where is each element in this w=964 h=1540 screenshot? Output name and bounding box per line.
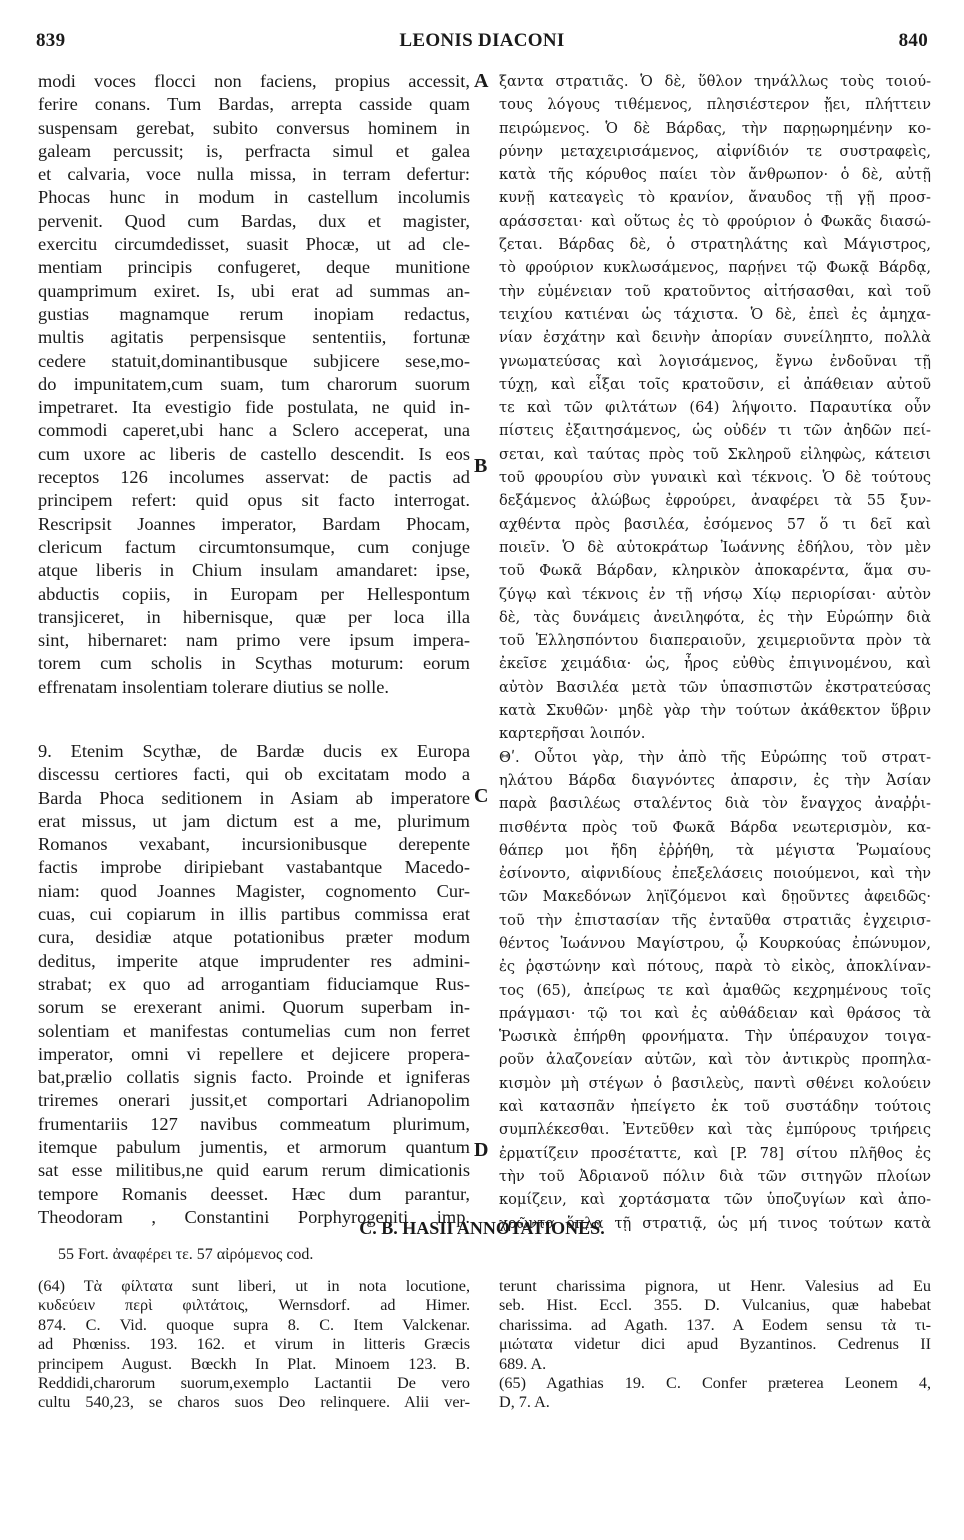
text-line: τοῦ τὴν ἐπιστασίαν τῆς ἐνταῦθα στρατιᾶς ἐγχειρισ- [499, 911, 931, 929]
text-line: 9. Etenim Scythæ, de Bardæ ducis ex Europa [38, 741, 470, 761]
text-line: ζύγῳ καὶ τέκνοις ἐν τῇ νήσῳ Χίῳ περιορίσαι· αὐτὸν [499, 585, 931, 603]
text-line: Romanos vexabant, incursionibusque derepente [38, 834, 470, 855]
text-line: ηλάτου Βάρδα διαγνόντες ἀπαρσιν, ἐς τὴν Ἀσίαν [499, 771, 931, 789]
text-line: D, 7. A. [499, 1393, 550, 1412]
text-line: charissima. ad Agath. 137. A Eodem sensu τὰ τι- [499, 1315, 931, 1334]
text-line: κυνῇ κατεαγεὶς τὸ κρανίον, ἄναυδος τῇ γῇ προσ- [499, 189, 931, 207]
text-line: (64) Τὰ φίλτατα sunt liberi, ut in nota locutione, [38, 1277, 470, 1295]
text-line: niam: quod Joannes Magister, cognomento Cur- [38, 880, 470, 901]
text-line: sint, hibernaret: nam primo vere ipsum impera- [38, 630, 470, 651]
text-line: κυδεύειν περὶ φιλτάτοις, Wernsdorf. ad Himer. [38, 1296, 470, 1315]
text-line: imperator, omni vi repellere et dejicere propera- [38, 1043, 470, 1064]
text-line: clericum factum circumtonsumque, cum conjuge [38, 536, 470, 557]
text-line: quamprimum exiret. Is, ubi erat ad summas an- [38, 280, 470, 301]
text-line: ξαντα στρατιᾶς. Ὁ δὲ, ὕθλον τηνάλλως τοὺς τοιού- [499, 73, 931, 90]
text-line: cedere statuit,dominantibusque subjicere sese,mo- [38, 350, 470, 371]
text-line: θάπερ μοι ἤδη ἐῤῥήθη, τὰ μέγιστα Ῥωμαίους [499, 841, 931, 859]
text-line: ζεται. Βάρδας δὲ, ὁ στρατηλάτης καὶ Μάγιστρος, [499, 236, 931, 254]
text-line: πράγμασι· τῷ τοι καὶ ἐς αὐθάδειαν καὶ θράσος τὰ [499, 1004, 931, 1022]
text-line: cultu 540,23, se charos suos Deo relinquere. Alii ver- [38, 1393, 470, 1412]
text-line: strabat; ex quo ad arrogantiam fiduciamque Rus- [38, 973, 470, 994]
text-line: κατὰ τῆς κόρυθος παίει τὸν ἄνθρωπον· ὁ δὲ, αὐτῇ [499, 166, 931, 184]
text-line: συμπλέκεσθαι. Ἐντεῦθεν καὶ τὰς ἐμπύρους τριήρεις [499, 1121, 931, 1139]
text-line: θέντος Ἰωάννου Μαγίστρου, ᾧ Κουρκούας ἐπώνυμον, [499, 934, 931, 952]
text-line: κισμὸν μὴ στέγων ὁ βασιλεὺς, παντὶ σθένει κολούειν [499, 1074, 931, 1092]
text-line: ἐκεῖσε χειμάδια· ὡς, ἦρος εὐθὺς ἐπιγινομένου, καὶ [499, 655, 931, 673]
latin-column-part1 [38, 70, 470, 699]
text-line: καρτερῆσαι λοιπόν. [499, 725, 646, 743]
text-line: solentiam et manifestas contumelias cum non ferret [38, 1020, 470, 1041]
text-line: suspensam gerebat, subito conversus hominem in [38, 117, 470, 138]
text-line: δεξάμενος ἀλώβως ἐφρούρει, ἀναφέρει τὰ 55 ξυν- [499, 492, 931, 510]
running-title: LEONIS DIACONI [399, 30, 565, 51]
text-line: galeam percussit; is, perfracta simul et galea [38, 140, 470, 161]
text-line: abductis copiis, in Europam per Hellespontum [38, 583, 470, 604]
text-line: τε καὶ τῶν φιλτάτων (64) λήψοιτο. Παραυτίκα οὖν [499, 399, 931, 417]
text-line: 689. A. [499, 1354, 547, 1373]
text-line: Rescripsit Joannes imperator, Bardam Phocam, [38, 513, 470, 534]
text-line: τῶν Μακεδόνων ληϊζόμενοι καὶ δῃοῦντες ἀφειδῶς· [499, 888, 931, 906]
text-line: αχθέντα πρὸς βασιλέα, ἐσόμενος 57 ὅ τι δεῖ καὶ [499, 515, 931, 533]
text-line: παρὰ βασιλέως σταλέντος διὰ τὸν ἔναγχος ἀναῤῥι- [499, 795, 931, 813]
text-line: γνωματεύσας καὶ λογισάμενος, ἔγνω ἐνδοῦναι τῇ [499, 352, 931, 370]
text-line: terunt charissima pignora, ut Henr. Valesius ad Eu [499, 1277, 931, 1295]
text-line: 874. C. Vid. quoque supra 8. C. Item Valckenar. [38, 1315, 470, 1334]
text-line: αὐτὸν Βασιλέα μετὰ τῶν ὑπασπιστῶν ἐκστρατεύσας [499, 678, 931, 696]
text-line: ἐρματίζειν προσέταττε, καὶ [P. 78] σίτου πλῆθος ἐς [499, 1144, 931, 1162]
latin-column-part2 [38, 740, 470, 1229]
text-line: et calvaria, voce nulla missa, in terram defertur: [38, 164, 470, 185]
text-line: νίαν ἐσχάτην καὶ δεινὴν ἀπορίαν συνείληπτο, πολλὰ [499, 329, 931, 347]
text-line: τος (65), ἀπείρως τε καὶ ἀμαθῶς κεχρημένους τοῖς [499, 981, 931, 999]
annotations-right [499, 1277, 931, 1413]
text-line: tempore Romanis deesset. Hæc dum parantur, [38, 1183, 470, 1204]
text-line: factis improbe diripiebant vastabantque Macedo- [38, 857, 470, 878]
text-line: χρῶντα ὅπλα τῇ στρατιᾷ, ὡς μή τινος τούτων κατὰ [499, 1214, 931, 1232]
text-line: frumentariis 127 navibus commeatum plurimum, [38, 1113, 470, 1134]
text-line: Phocas hunc in modum in castellum incolumis [38, 187, 470, 208]
text-line: τὸ φρούριον κυκλωσάμενος, παρῄνει τῷ Φωκᾷ Βάρδᾳ, [499, 259, 931, 277]
text-line: ποιεῖν. Ὁ δὲ αὐτοκράτωρ Ἰωάννης ἐδήλου, τὸν μὲν [499, 538, 931, 556]
page-number-left: 839 [36, 30, 66, 51]
text-line: transjiceret, in hibernisque, quæ per loca illa [38, 606, 470, 627]
text-line: cura, desidiæ atque potationibus præter modum [38, 927, 470, 948]
text-line: πίστεις ἐξαιτησάμενος, ὡς οὐδέν τι τῶν ἀηδῶν πεί- [499, 422, 931, 440]
text-line: τειχίου κατιέναι ὡς τάχιστα. Ὁ δὲ, ἐπεὶ ἐς ἀμηχα- [499, 305, 931, 323]
text-line: multis agitatis perpensisque sententiis, fortunæ [38, 327, 470, 348]
text-line: sat esse militibus,ne quid earum rerum dimicationis [38, 1160, 470, 1181]
text-line: exercitu circumdedisset, suasit Phocæ, ut ad cle- [38, 234, 470, 255]
text-line: atque liberis in Chium insulam amandaret: ipse, [38, 560, 470, 581]
text-line: ferire conans. Tum Bardas, arrepta casside quam [38, 94, 470, 115]
text-line: κατὰ Σκυθῶν· μηδὲ γὰρ τὴν τούτων ἀκάθεκτον ὕβριν [499, 702, 931, 720]
text-line: πειρώμενος. Ὁ δὲ Βάρδας, τὴν παρῃωρημένην κο- [499, 119, 931, 137]
text-line: τὴν τοῦ Ἀδριανοῦ πόλιν διὰ τῶν σιτηγῶν πλοίων [499, 1167, 931, 1185]
text-line: cuas, cui copiarum in illis partibus commissa erat [38, 904, 470, 925]
text-line: effrenatam insolentiam tolerare diutius se nolle. [38, 676, 390, 697]
text-line: ἐς ῥᾳστώνην καὶ πότους, παρὰ τὸ εἰκὸς, ἀποκλίναν- [499, 958, 931, 976]
text-line: deditus, imperite atque imprudenter res admini- [38, 950, 470, 971]
text-line: Barda Phoca seditionem in Asiam ab imperatore [38, 787, 470, 808]
text-line: discessu certiores facti, qui ob excitatam modo a [38, 764, 470, 785]
text-line: principem refert: quid opus sit facto interrogat. [38, 490, 470, 511]
text-line: σεται, καὶ ταύτας πρὸς τοῦ Σκληροῦ εἰληφὼς, κάτεισι [499, 445, 931, 463]
text-line: ρύνην μεταχειρισάμενος, αἰφνίδιόν τε συστραφεὶς, [499, 142, 931, 160]
margin-letter-b: B [474, 455, 488, 477]
text-line: seb. Hist. Eccl. 355. D. Vulcanius, quæ habebat [499, 1296, 931, 1315]
margin-letter-c: C [474, 785, 489, 807]
text-line: itemque pabulum jumentis, et armorum quantum [38, 1137, 470, 1158]
text-line: πισθέντα πρὸς τοῦ Φωκᾶ Βάρδα νεωτερισμὸν, κα- [499, 818, 931, 836]
text-line: triremes onerari jussit,et comportari Adrianopolim [38, 1090, 470, 1111]
text-line: τους λόγους τιθέμενος, πλησιέστερον ᾔει, πλήττειν [499, 96, 931, 114]
text-line: gustias magnamque rerum inopiam redactus, [38, 303, 470, 324]
text-line: receptos 126 incolumes asservat: de pactis ad [38, 467, 470, 488]
text-line: τύχῃ, καὶ εἶξαι τοῖς κρατοῦσιν, εἰ ἀπάθειαν αὐτοῦ [499, 375, 931, 393]
margin-letter-a: A [474, 70, 489, 92]
text-line: cum uxore ac liberis de castello descendit. Is eos [38, 443, 470, 464]
text-line: Theodoram , Constantini Porphyrogeniti imp. [38, 1206, 470, 1227]
text-line: sorum se erexerant animi. Quorum superbam in- [38, 997, 470, 1018]
text-line: τοῦ φρουρίου σὺν γυναικὶ καὶ τέκνοις. Ὁ δὲ τούτους [499, 469, 931, 487]
text-line: mentiam principis confugeret, deque munitione [38, 257, 470, 278]
margin-letter-d: D [474, 1139, 489, 1161]
text-line: Reddidi,charorum suorum,exemplo Lactantii De vero [38, 1373, 470, 1392]
text-line: erat missus, ut jam dictum est a me, plurimum [38, 810, 470, 831]
annotations-title: C. B. HASII ANNOTATIONES. [359, 1218, 605, 1238]
page-number-right: 840 [898, 30, 928, 51]
text-line: do impunitatem,cum suam, tum charorum suorum [38, 373, 470, 394]
text-line: Ῥωσικὰ ἐπήρθη φρονήματα. Τὴν ὑπέραυχον τοιγα- [499, 1028, 931, 1046]
text-line: principem August. Bœckh In Plat. Minoem 123. B. [38, 1354, 470, 1373]
text-line: καὶ κατασπᾶν ἠπείγετο ἐκ τοῦ συστάδην τούτοις [499, 1098, 931, 1116]
running-header [36, 30, 928, 58]
text-line: commodi caperet,ubi hanc a Sclero acceperat, una [38, 420, 470, 441]
text-line: ad Phœniss. 193. 162. et virum in litteris Græcis [38, 1335, 470, 1354]
text-line: μιώτατα videtur dici apud Byzantinos. Cedrenus II [499, 1335, 931, 1354]
text-line: pervenit. Quod cum Bardas, dux et magister, [38, 210, 470, 231]
annotations-left [38, 1277, 470, 1413]
greek-column [499, 70, 931, 1235]
text-line: δὲ, τὰς δυνάμεις ἀνειληφότα, ἐς τὴν Εὐρώπην διὰ [499, 608, 931, 626]
text-line: torem cum scholis in Scythas moturum: eorum [38, 653, 470, 674]
text-line: ἐσίνοντο, αἰφνιδίους ἐπεξελάσεις ποιούμενοι, καὶ τὴν [499, 865, 931, 883]
text-line: modi voces flocci non faciens, propius accessit, [38, 71, 470, 91]
text-line: bat,prælio collatis signis facto. Proinde et igniferas [38, 1067, 470, 1088]
text-line: (65) Agathias 19. C. Confer præterea Leonem 4, [499, 1373, 931, 1392]
text-line: τοῦ Ἑλλησπόντου διαπεραιοῦν, χειμεριοῦντα πρὸν τὰ [499, 632, 931, 650]
text-line: κομίζειν, καὶ χορτάσματα τῶν ὑποζυγίων καὶ ἀπο- [499, 1191, 931, 1209]
text-line: τοῦ Φωκᾶ Βάρδαν, κληρικὸν ἀποκαρέντα, ἅμα συ- [499, 562, 931, 580]
text-line: ροῦν ἀλαζονείαν αὐτῶν, καὶ τὸν ἀντικρὺς προπηλα- [499, 1051, 931, 1069]
variant-readings: 55 Fort. ἀναφέρει τε. 57 αἰρόμενος cod. [58, 1246, 314, 1263]
text-line: impetraret. Ita evestigio fide postulata, ne quid in- [38, 397, 470, 418]
text-line: τὴν εὐμένειαν τοῦ κρατοῦντος αἰτήσασθαι, καὶ τοῦ [499, 282, 931, 300]
text-line: Θʹ. Οὗτοι γὰρ, τὴν ἀπὸ τῆς Εὐρώπης τοῦ στρατ- [499, 748, 931, 766]
text-line: αράσσεται· καὶ οὕτως ἐς τὸ φρούριον ὁ Φωκᾶς διασώ- [499, 212, 931, 230]
